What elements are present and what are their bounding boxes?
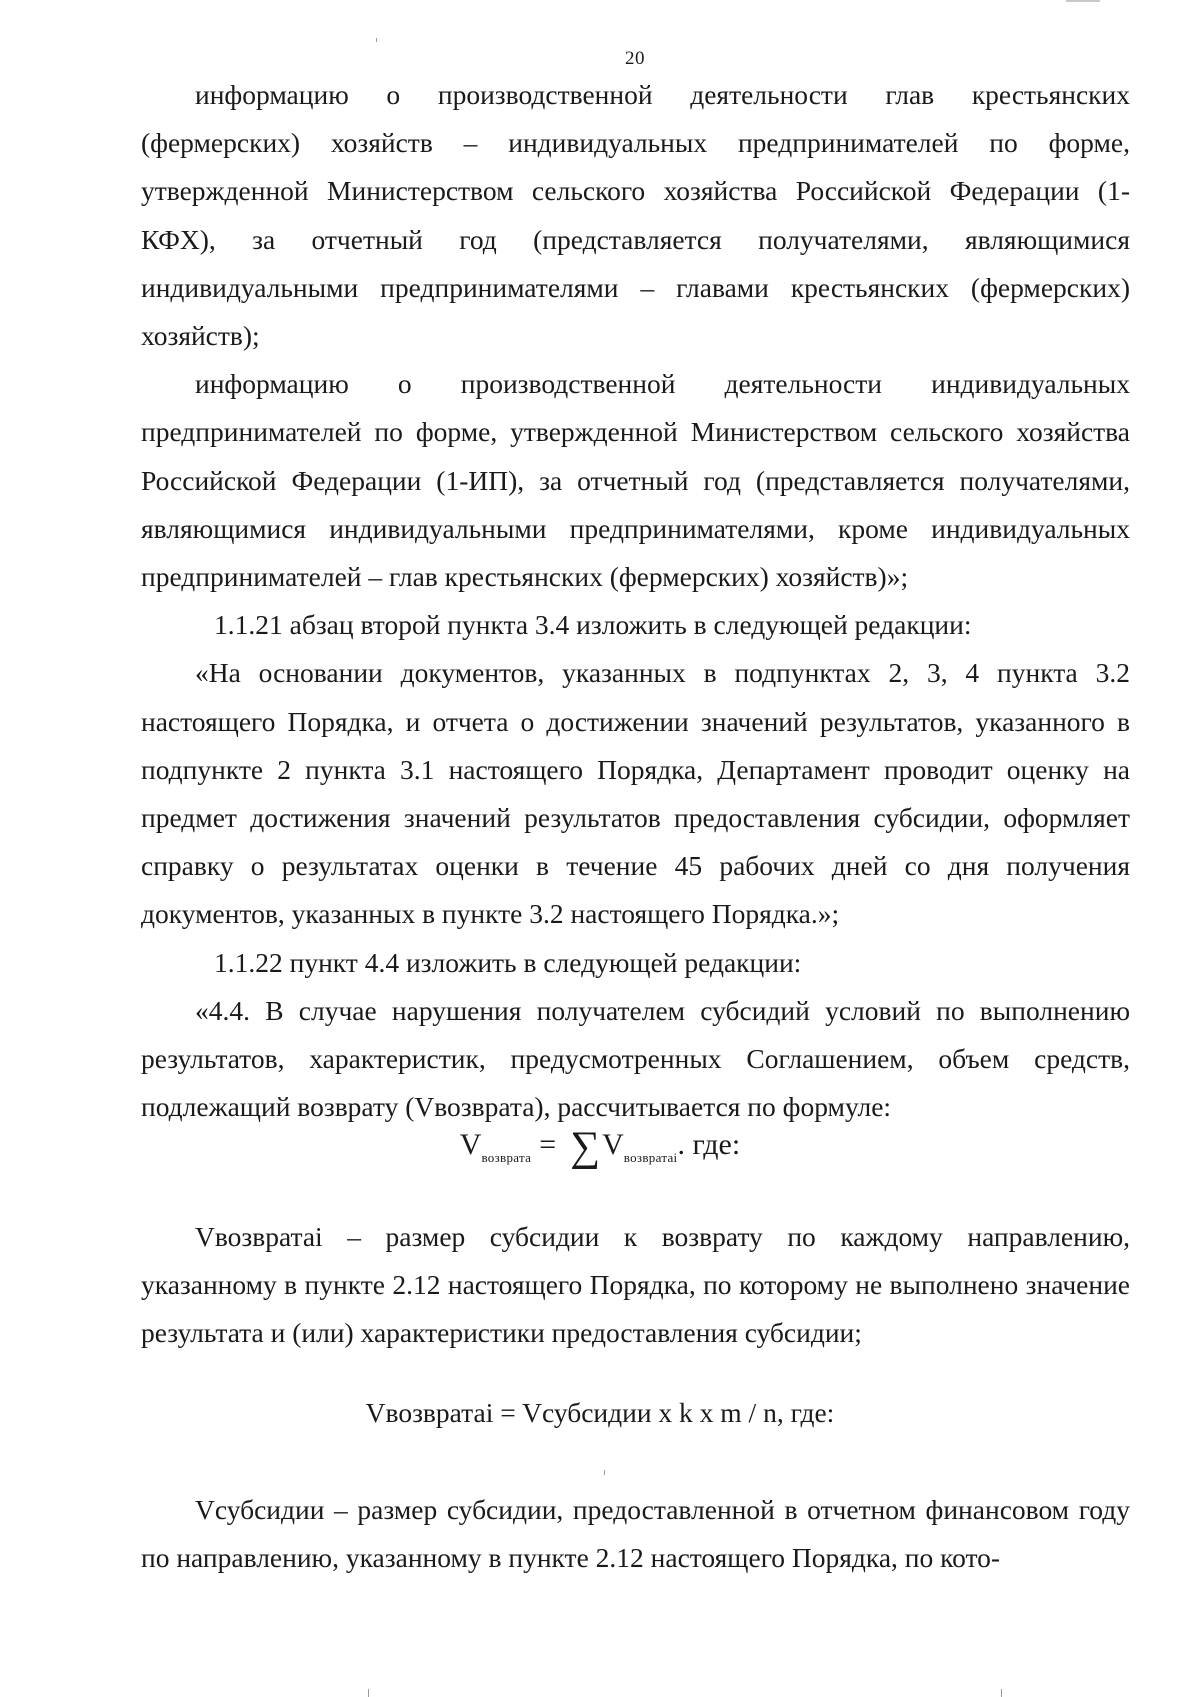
scan-speck: [368, 1689, 369, 1697]
body-text-bottom: [141, 1486, 1130, 1582]
paragraph: 1.1.21 абзац второй пункта 3.4 изложить в следующей редакции:: [214, 609, 972, 641]
scan-speck: [1001, 1689, 1002, 1697]
paragraph: информацию о производственной деятельности индивидуальных предпринимателей по форме, утвержденной Министерством сельского хозяйства Российской Федерации (1-ИП), за отчетный год (представляется получателями, являющимися индивидуальными предпринимателями, кроме индивидуальных предпринимателей – глав крестьянских (фермерских) хозяйств)»;: [141, 368, 1130, 593]
sum-symbol: ∑: [570, 1124, 601, 1170]
body-text-top: [141, 71, 1130, 1131]
paragraph: «4.4. В случае нарушения получателем субсидий условий по выполнению результатов, характеристик, предусмотренных Соглашением, объем средств, подлежащий возврату (Vвозврата), рассчитывается по формуле:: [141, 994, 1130, 1123]
formula-lhs-subscript: возврата: [481, 1150, 532, 1165]
paragraph: Vвозвратаi – размер субсидии к возврату по каждому направлению, указанному в пункте 2.12 настоящего Порядка, по которому не выполнено значение результата и (или) характеристики предоставления субсидии;: [141, 1221, 1130, 1349]
scan-edge-mark: [1066, 0, 1100, 2]
formula-rhs-subscript: возвратаi: [623, 1150, 678, 1165]
scan-speck: [604, 1470, 605, 1475]
paragraph: Vсубсидии – размер субсидии, предоставленной в отчетном финансовом году по направлению, указанному в пункте 2.12 настоящего Порядка, по кото-: [141, 1494, 1130, 1574]
formula-lhs-symbol: V: [459, 1128, 482, 1161]
formula-rhs-symbol: V: [602, 1128, 624, 1161]
refund-sum-formula: [0, 1123, 1200, 1171]
scan-speck: [376, 38, 377, 42]
paragraph: информацию о производственной деятельности глав крестьянских (фермерских) хозяйств – индивидуальных предпринимателей по форме, утвержденной Министерством сельского хозяйства Российской Федерации (1-КФХ), за отчетный год (представляется получателями, являющимися индивидуальными предпринимателями – главами крестьянских (фермерских) хозяйств);: [141, 79, 1130, 352]
formula-equals: =: [539, 1128, 557, 1161]
paragraph: 1.1.22 пункт 4.4 изложить в следующей редакции:: [214, 946, 802, 978]
page-number: 20: [625, 48, 645, 69]
formula-tail: . где:: [677, 1128, 741, 1161]
refund-per-direction-formula: Vвозвратаi = Vсубсидии x k x m / n, где:: [365, 1397, 835, 1428]
body-text-middle: [141, 1213, 1130, 1358]
paragraph: «На основании документов, указанных в подпунктах 2, 3, 4 пункта 3.2 настоящего Порядка, и отчета о достижении значений результатов, указанного в подпункте 2 пункта 3.1 настоящего Порядка, Департамент проводит оценку на предмет достижения значений результатов предоставления субсидии, оформляет справку о результатах оценки в течение 45 рабочих дней со дня получения документов, указанных в пункте 3.2 настоящего Порядка.»;: [141, 657, 1130, 930]
